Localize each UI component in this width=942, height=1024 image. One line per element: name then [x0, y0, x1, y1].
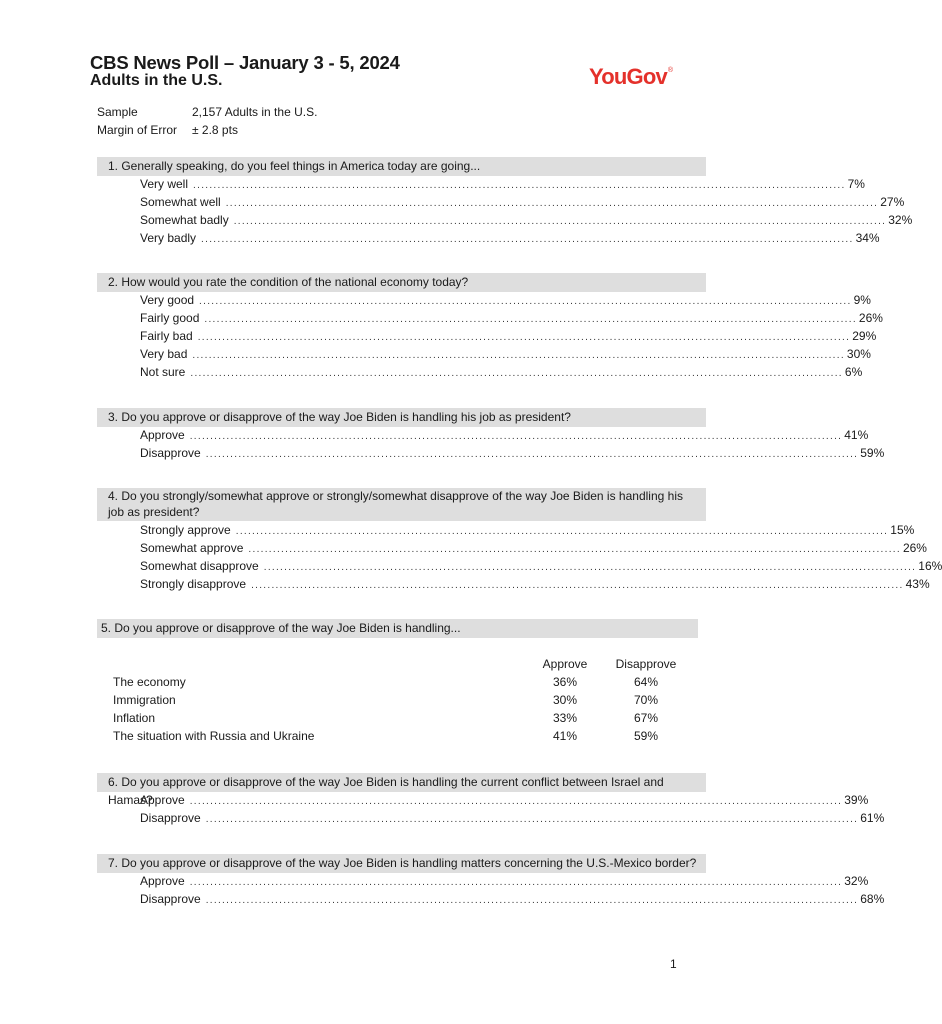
response-label: Very bad — [140, 347, 188, 361]
logo-text: YouGov — [589, 64, 667, 89]
response-label: Approve — [140, 428, 185, 442]
approve-cell: 36% — [552, 675, 578, 689]
response-label: Very badly — [140, 231, 197, 245]
response-label: Disapprove — [140, 811, 201, 825]
response-row — [140, 793, 869, 811]
column-header-disapprove: Disapprove — [615, 657, 677, 671]
response-label: Somewhat badly — [140, 213, 229, 227]
response-label: Disapprove — [140, 446, 201, 460]
response-label: Somewhat well — [140, 195, 221, 209]
response-value: 68% — [860, 892, 885, 906]
dot-leader: ................................................................................................................................................................ — [233, 216, 887, 227]
response-row — [140, 329, 877, 347]
response-label: Somewhat approve — [140, 541, 244, 555]
approve-cell: 33% — [552, 711, 578, 725]
response-value: 15% — [890, 523, 915, 537]
dot-leader: ................................................................................................................................................................ — [205, 895, 859, 906]
dot-leader: ................................................................................................................................................................ — [192, 350, 845, 361]
response-row — [140, 577, 930, 595]
question-7: 7. Do you approve or disapprove of the way Joe Biden is handling matters concerning the U.S.-Mexico border? — [97, 854, 706, 873]
dot-leader: ................................................................................................................................................................ — [204, 314, 857, 325]
response-row — [140, 195, 905, 213]
disapprove-cell: 70% — [633, 693, 659, 707]
response-label: Disapprove — [140, 892, 201, 906]
response-label: Approve — [140, 874, 185, 888]
response-value: 59% — [860, 446, 885, 460]
response-value: 6% — [844, 365, 863, 379]
question-3: 3. Do you approve or disapprove of the way Joe Biden is handling his job as president? — [97, 408, 706, 427]
dot-leader: ................................................................................................................................................................ — [205, 814, 859, 825]
dot-leader: ................................................................................................................................................................ — [197, 332, 851, 343]
dot-leader: ................................................................................................................................................................ — [225, 198, 879, 209]
response-value: 30% — [846, 347, 871, 361]
sample-row — [97, 105, 317, 119]
approve-cell: 30% — [552, 693, 578, 707]
response-label: Fairly bad — [140, 329, 193, 343]
question-2: 2. How would you rate the condition of the national economy today? — [97, 273, 706, 292]
dot-leader: ................................................................................................................................................................ — [235, 526, 889, 537]
dot-leader: ................................................................................................................................................................ — [263, 562, 917, 573]
question-1: 1. Generally speaking, do you feel things in America today are going... — [97, 157, 706, 176]
response-value: 29% — [852, 329, 877, 343]
dot-leader: ................................................................................................................................................................ — [199, 296, 852, 307]
response-row — [140, 541, 927, 559]
row-label: Immigration — [113, 693, 176, 707]
approve-cell: 41% — [552, 729, 578, 743]
response-row — [140, 811, 885, 829]
response-row — [140, 177, 865, 195]
response-value: 9% — [853, 293, 871, 307]
response-value: 61% — [860, 811, 885, 825]
sample-label: Sample — [97, 105, 138, 119]
disapprove-cell: 64% — [633, 675, 659, 689]
disapprove-cell: 67% — [633, 711, 659, 725]
table-row — [113, 693, 673, 711]
q5-table — [113, 657, 677, 747]
dot-leader: ................................................................................................................................................................ — [189, 877, 843, 888]
response-value: 39% — [844, 793, 869, 807]
response-row — [140, 311, 883, 329]
question-4: 4. Do you strongly/somewhat approve or strongly/somewhat disapprove of the way Joe Biden is handling his job as president? — [97, 488, 706, 521]
moe-label: Margin of Error — [97, 123, 178, 137]
page-title: CBS News Poll – January 3 - 5, 2024 — [90, 52, 400, 73]
logo-registered-mark: ® — [667, 67, 673, 74]
question-5: 5. Do you approve or disapprove of the way Joe Biden is handling... — [97, 619, 698, 638]
table-row — [113, 675, 673, 693]
column-header-approve: Approve — [542, 657, 588, 671]
response-label: Very well — [140, 177, 189, 191]
response-value: 26% — [902, 541, 927, 555]
response-row — [140, 347, 871, 365]
table-header-row — [113, 657, 677, 675]
dot-leader: ................................................................................................................................................................ — [190, 368, 843, 379]
dot-leader: ................................................................................................................................................................ — [201, 234, 854, 245]
response-label: Very good — [140, 293, 195, 307]
margin-of-error-row — [97, 123, 238, 137]
response-value: 16% — [918, 559, 942, 573]
dot-leader: ................................................................................................................................................................ — [251, 580, 904, 591]
row-label: The situation with Russia and Ukraine — [113, 729, 315, 743]
response-value: 43% — [905, 577, 930, 591]
response-value: 32% — [844, 874, 869, 888]
response-value: 34% — [855, 231, 880, 245]
response-value: 41% — [844, 428, 869, 442]
response-row — [140, 892, 885, 910]
response-value: 26% — [858, 311, 883, 325]
dot-leader: ................................................................................................................................................................ — [189, 431, 843, 442]
response-row — [140, 428, 869, 446]
dot-leader: ................................................................................................................................................................ — [193, 180, 846, 191]
page-number: 1 — [670, 957, 677, 971]
response-row — [140, 874, 869, 892]
response-row — [140, 559, 942, 577]
dot-leader: ................................................................................................................................................................ — [189, 796, 843, 807]
response-row — [140, 231, 880, 249]
response-value: 7% — [847, 177, 865, 191]
response-row — [140, 523, 915, 541]
dot-leader: ................................................................................................................................................................ — [205, 449, 859, 460]
response-label: Strongly disapprove — [140, 577, 247, 591]
table-row — [113, 711, 673, 729]
yougov-logo — [589, 64, 672, 90]
response-row — [140, 446, 885, 464]
table-row — [113, 729, 673, 747]
dot-leader: ................................................................................................................................................................ — [248, 544, 901, 555]
response-label: Strongly approve — [140, 523, 231, 537]
row-label: The economy — [113, 675, 186, 689]
response-row — [140, 213, 913, 231]
sample-value: 2,157 Adults in the U.S. — [192, 105, 318, 119]
disapprove-cell: 59% — [633, 729, 659, 743]
response-row — [140, 365, 863, 383]
response-label: Fairly good — [140, 311, 200, 325]
moe-value: ± 2.8 pts — [192, 123, 238, 137]
response-value: 27% — [880, 195, 905, 209]
response-label: Not sure — [140, 365, 186, 379]
response-label: Somewhat disapprove — [140, 559, 259, 573]
row-label: Inflation — [113, 711, 156, 725]
question-6: 6. Do you approve or disapprove of the way Joe Biden is handling the current conflict between Israel and Hamas? — [97, 773, 706, 792]
response-label: Approve — [140, 793, 185, 807]
response-value: 32% — [888, 213, 913, 227]
response-row — [140, 293, 871, 311]
page-subtitle: Adults in the U.S. — [90, 72, 223, 89]
